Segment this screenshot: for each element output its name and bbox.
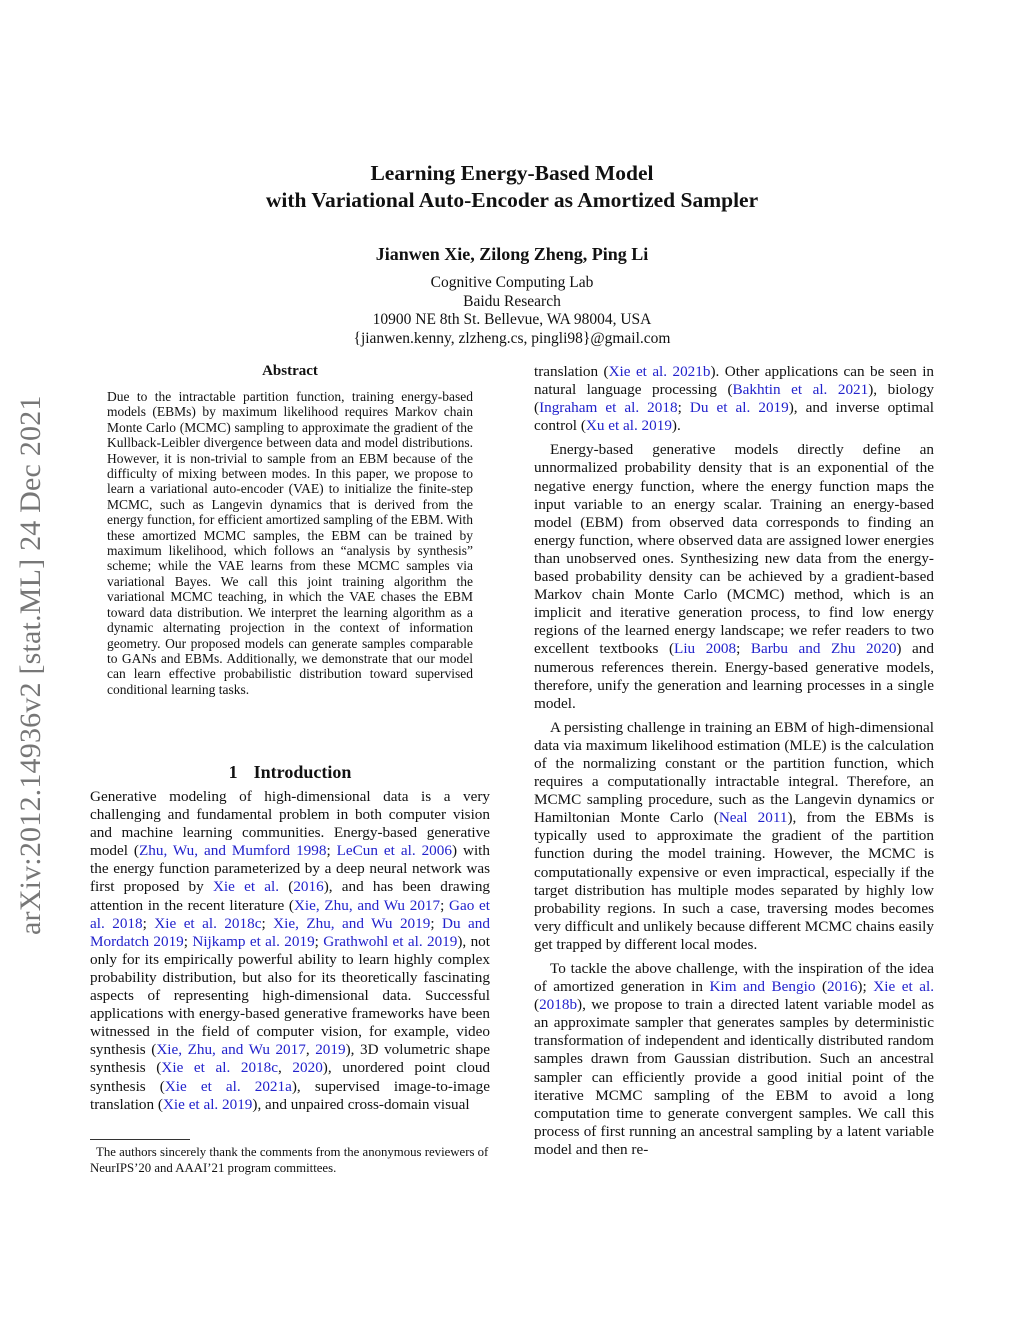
text-run: (: [279, 878, 294, 896]
citation-link[interactable]: Xie et al.: [873, 978, 935, 996]
citation-link[interactable]: 2018b: [539, 996, 578, 1014]
citation-link[interactable]: Xie et al. 2019: [162, 1095, 253, 1113]
text-run: A persisting challenge in training an EBM of high-dimensional data via maximum likelihood estimation (MLE) is the calculation of the normalizing constant or the partition function, which requires a computationally intractable integral. Therefore, an MCMC sampling procedure, such as the Langevin dynamics or Hamiltonian Monte Carlo (: [534, 718, 934, 827]
text-run: ) and numerous references therein. Energy-based generative models, therefore, unify the generation and learning processes in a single model.: [534, 640, 934, 712]
citation-link[interactable]: Zhu, Wu, and Mumford 1998: [138, 842, 327, 860]
paper-title-line-1: Learning Energy-Based Model: [370, 161, 654, 185]
paragraph: [534, 960, 934, 1159]
text-run: (: [534, 996, 540, 1014]
text-run: ), and has been drawing attention in the recent literature (: [90, 878, 491, 914]
citation-link[interactable]: Xu et al. 2019: [585, 417, 672, 435]
citation-link[interactable]: Grathwohl et al. 2019: [323, 932, 458, 950]
citation-link[interactable]: Ingraham et al. 2018: [539, 399, 678, 417]
citation-link[interactable]: Du et al. 2019: [689, 399, 789, 417]
text-run: ;: [440, 896, 450, 914]
citation-link[interactable]: 2019: [315, 1041, 346, 1059]
text-run: ;: [677, 399, 690, 417]
affiliation: [0, 274, 1024, 348]
citation-link[interactable]: Xie et al. 2021b: [608, 363, 711, 380]
text-run: To tackle the above challenge, with the inspiration of the idea of amortized generation in: [534, 960, 934, 996]
citation-link[interactable]: Bakhtin et al. 2021: [732, 381, 869, 399]
text-run: ), not only for its empirically powerful ability to learn highly complex probability distribution, but also for its theoretically fascinating aspects of representing high-dimensional data. Successful applications with energy-based generative frameworks have been witnessed in the field of computer vision, for example, video synthesis (: [90, 932, 490, 1059]
paper-title-line-2: with Variational Auto-Encoder as Amortized Sampler: [265, 188, 759, 212]
abstract-body: Due to the intractable partition function, training energy-based models (EBMs) by maximum likelihood requires Markov chain Monte Carlo (MCMC) sampling to approximate the gradient of the Kullback-Leibler divergence between data and model distributions. However, it is non-trivial to sample from an EBM because of the difficulty of mixing between modes. In this paper, we propose to learn a variational auto-encoder (VAE) to initialize the finite-step MCMC, such as Langevin dynamics that is derived from the energy function, for efficient amortized sampling of the EBM. With these amortized MCMC samples, the EBM can be trained by maximum likelihood, which follows an “analysis by synthesis” scheme; while the VAE learns from these MCMC samples via variational Bayes. We call this joint training algorithm the variational MCMC teaching, in which the VAE chases the EBM toward data distribution. We interpret the learning algorithm as a dynamic alternating projection in the context of information geometry. Our proposed models can generate samples comparable to GANs and EBMs. Additionally, we demonstrate that our model can learn effective probabilistic distribution toward supervised conditional learning tasks.: [107, 389, 473, 697]
paragraph: [534, 363, 934, 435]
text-run: translation (: [534, 363, 609, 380]
text-run: Generative modeling of high-dimensional data is a very challenging and fundamental problem in both computer vision and machine learning communities. Energy-based generative model (: [90, 788, 490, 860]
citation-link[interactable]: 2016: [293, 878, 324, 896]
text-run: ;: [314, 932, 324, 950]
introduction-paragraph: [90, 788, 490, 1114]
title-block: [0, 160, 1024, 348]
text-run: ;: [326, 842, 337, 860]
citation-link[interactable]: Barbu and Zhu 2020: [750, 640, 897, 658]
citation-link[interactable]: Xie et al.: [212, 878, 280, 896]
citation-link[interactable]: Xie et al. 2018c: [161, 1059, 278, 1077]
citation-link[interactable]: Gao et al. 2018: [90, 896, 490, 932]
citation-link[interactable]: Xie, Zhu, and Wu 2017: [293, 896, 441, 914]
section-title: Introduction: [253, 762, 352, 782]
paragraph: [534, 441, 934, 712]
section-heading-introduction: [90, 762, 490, 783]
text-run: ), biology (: [534, 381, 935, 417]
text-run: ), and unpaired cross-domain visual: [252, 1095, 470, 1113]
text-run: ). Other applications can be seen in natural language processing (: [534, 363, 935, 399]
text-run: ), unordered point cloud synthesis (: [90, 1059, 491, 1095]
text-run: ).: [671, 417, 681, 435]
citation-link[interactable]: 2020: [292, 1059, 323, 1077]
text-run: ), supervised image-to-image translation (: [90, 1077, 491, 1113]
abstract-heading: Abstract: [262, 363, 318, 379]
text-run: ), we propose to train a directed latent variable model as an approximate sampler that generates samples by deterministic transformation of independent and identically distributed random samples drawn from Gaussian distribution. Such an ancestral sampler can efficiently provide a good initial point of the iterative MCMC sampling of the EBM to avoid a long computation time to generate convergent samples. We call this process of first running an ancestral sampling by a latent variable model and then re-: [534, 996, 934, 1158]
citation-link[interactable]: Neal 2011: [718, 809, 788, 827]
text-run: ) with the energy function parameterized by a deep neural network was first proposed by: [90, 842, 490, 896]
text-run: ;: [261, 914, 274, 932]
text-run: ), and inverse optimal control (: [534, 399, 934, 435]
text-run: );: [857, 978, 874, 996]
citation-link[interactable]: Du and Mordatch 2019: [90, 914, 490, 950]
citation-link[interactable]: Xie et al. 2021a: [164, 1077, 292, 1095]
affiliation-address: 10900 NE 8th St. Bellevue, WA 98004, USA: [372, 311, 652, 329]
affiliation-emails: {jianwen.kenny, zlzheng.cs, pingli98}@gmail.com: [353, 329, 671, 347]
text-run: (: [815, 978, 828, 996]
citation-link[interactable]: Kim and Bengio: [709, 978, 816, 996]
section-number: 1: [228, 762, 238, 782]
citation-link[interactable]: Liu 2008: [674, 640, 737, 658]
affiliation-org: Baidu Research: [463, 292, 561, 310]
citation-link[interactable]: 2016: [827, 978, 858, 996]
footnote-rule: [90, 1139, 190, 1140]
text-run: ;: [736, 640, 751, 658]
affiliation-lab: Cognitive Computing Lab: [430, 274, 594, 291]
citation-link[interactable]: Xie et al. 2018c: [154, 914, 262, 932]
text-run: ,: [277, 1059, 293, 1077]
arxiv-side-stamp: arXiv:2012.14936v2 [stat.ML] 24 Dec 2021: [14, 395, 47, 935]
text-run: ;: [430, 914, 443, 932]
author-list: Jianwen Xie, Zilong Zheng, Ping Li: [375, 244, 649, 264]
text-run: ), 3D volumetric shape synthesis (: [90, 1041, 491, 1077]
citation-link[interactable]: Nijkamp et al. 2019: [192, 932, 315, 950]
citation-link[interactable]: Xie, Zhu, and Wu 2019: [273, 914, 431, 932]
text-run: Energy-based generative models directly define an unnormalized probability density that is an exponential of the negative energy function, where the energy function maps the input variable to an energy scalar. Training an energy-based model (EBM) from observed data corresponds to finding an energy function, where observed data are assigned lower energies than unobserved ones. Synthesizing new data from the energy-based probability density can be achieved by a gradient-based Markov chain Monte Carlo (MCMC) method, which is an implicit and iterative generation process, to find low energy regions of the learned energy landscape; we refer readers to two excellent textbooks (: [534, 441, 934, 658]
citation-link[interactable]: Xie, Zhu, and Wu 2017: [156, 1041, 306, 1059]
right-column: [534, 363, 934, 1165]
footnote: The authors sincerely thank the comments from the anonymous reviewers of NeurIPS’20 and AAAI’21 program committees.: [90, 1145, 489, 1175]
text-run: ;: [183, 932, 193, 950]
paragraph: [534, 719, 934, 954]
text-run: ;: [142, 914, 155, 932]
text-run: ), from the EBMs is typically used to approximate the gradient of the partition function during the model training. However, the MCMC is computationally expensive or even impractical, especially if the target distribution has multiple modes separated by highly low probability regions. In such a case, traversing modes becomes very difficult and unlikely because different MCMC chains easily get trapped by different local modes.: [534, 809, 934, 953]
text-run: ,: [305, 1041, 316, 1059]
citation-link[interactable]: LeCun et al. 2006: [336, 842, 452, 860]
